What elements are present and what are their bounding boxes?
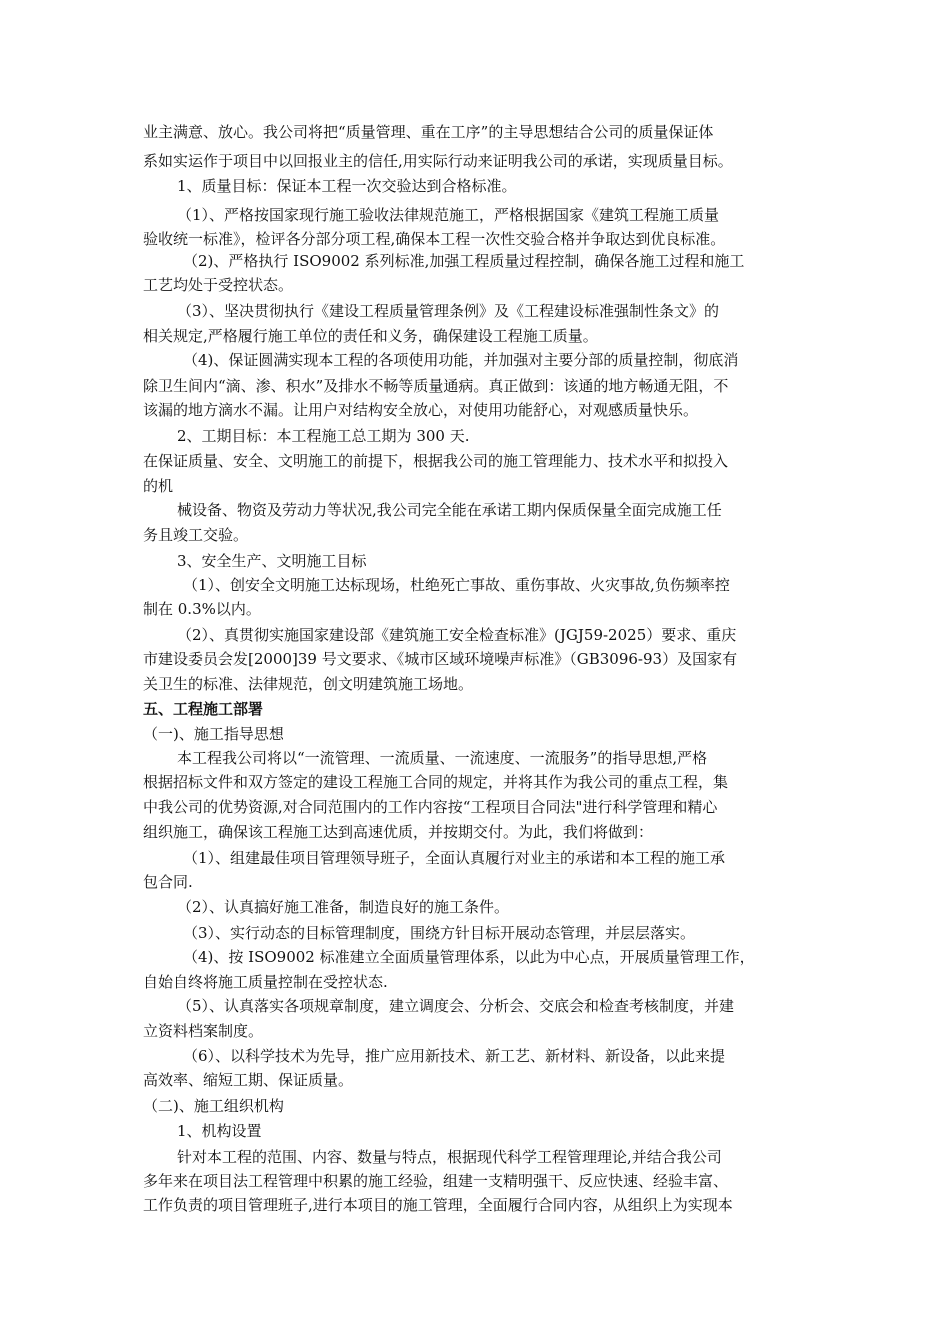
text-line: 的机 [143, 477, 174, 495]
text-line: （6）、以科学技术为先导，推广应用新技术、新工艺、新材料、新设备，以此来提 [183, 1047, 726, 1065]
text-line: 自始自终将施工质量控制在受控状态. [143, 973, 388, 991]
text-line: 工作负责的项目管理班子,进行本项目的施工管理，全面履行合同内容，从组织上为实现本 [143, 1196, 733, 1214]
text-line: 针对本工程的范围、内容、数量与特点，根据现代科学工程管理理论,并结合我公司 [177, 1148, 722, 1166]
text-line: 1、质量目标：保证本工程一次交验达到合格标准。 [177, 177, 517, 195]
text-line: 验收统一标准》，检评各分部分项工程,确保本工程一次性交验合格并争取达到优良标准。 [143, 230, 726, 248]
text-line: 根据招标文件和双方签定的建设工程施工合同的规定，并将其作为我公司的重点工程，集 [143, 773, 729, 791]
text-line: （1）、组建最佳项目管理领导班子，全面认真履行对业主的承诺和本工程的施工承 [183, 849, 726, 867]
text-line: （2）、认真搞好施工准备，制造良好的施工条件。 [177, 898, 510, 916]
text-line: 工艺均处于受控状态。 [143, 276, 294, 294]
text-line: 除卫生间内“滴、渗、积水”及排水不畅等质量通病。真正做到：该通的地方畅通无阻，不 [143, 377, 729, 395]
text-line: 相关规定,严格履行施工单位的责任和义务，确保建设工程施工质量。 [143, 327, 598, 345]
text-line: （3）、坚决贯彻执行《建设工程质量管理条例》及《工程建设标准强制性条文》的 [177, 302, 720, 320]
text-line: （4)、保证圆满实现本工程的各项使用功能，并加强对主要分部的质量控制，彻底消 [183, 351, 739, 369]
text-line: 械设备、物资及劳动力等状况,我公司完全能在承诺工期内保质保量全面完成施工任 [177, 501, 722, 519]
text-line: （2）、真贯彻实施国家建设部《建筑施工安全检查标准》(JGJ59-2025）要求、重庆 [177, 626, 737, 644]
text-line: 关卫生的标准、法律规范，创文明建筑施工场地。 [143, 675, 474, 693]
text-line: （3）、实行动态的目标管理制度，围绕方针目标开展动态管理，并层层落实。 [183, 924, 696, 942]
subsection-heading: （一)、施工指导思想 [143, 725, 284, 743]
text-line: 本工程我公司将以“一流管理、一流质量、一流速度、一流服务”的指导思想,严格 [177, 749, 708, 767]
text-line: 该漏的地方滴水不漏。让用户对结构安全放心，对使用功能舒心，对观感质量快乐。 [143, 401, 699, 419]
text-line: 2、工期目标：本工程施工总工期为 300 天. [177, 427, 470, 445]
text-line: 系如实运作于项目中以回报业主的信任,用实际行动来证明我公司的承诺，实现质量目标。 [143, 152, 733, 170]
text-line: （2)、严格执行 ISO9002 系列标准,加强工程质量过程控制，确保各施工过程和施工 [183, 252, 745, 270]
text-line: 立资料档案制度。 [143, 1022, 264, 1040]
text-line: 在保证质量、安全、文明施工的前提下，根据我公司的施工管理能力、技术水平和拟投入 [143, 452, 729, 470]
text-line: 业主满意、放心。我公司将把“质量管理、重在工序”的主导思想结合公司的质量保证体 [143, 123, 714, 141]
text-line: 包合同. [143, 873, 193, 891]
text-line: 高效率、缩短工期、保证质量。 [143, 1071, 354, 1089]
text-line: （1）、创安全文明施工达标现场，杜绝死亡事故、重伤事故、火灾事故,负伤频率控 [183, 576, 730, 594]
text-line: 制在 0.3%以内。 [143, 600, 261, 618]
text-line: 市建设委员会发[2000]39 号文要求、《城市区域环境噪声标准》（GB3096-93）及国家有 [143, 650, 738, 668]
text-line: 务且竣工交验。 [143, 526, 249, 544]
text-line: 组织施工，确保该工程施工达到高速优质，并按期交付。为此，我们将做到： [143, 823, 654, 841]
text-line: 多年来在项目法工程管理中积累的施工经验，组建一支精明强干、反应快速、经验丰富、 [143, 1172, 729, 1190]
text-line: 1、机构设置 [177, 1122, 262, 1140]
text-line: 中我公司的优势资源,对合同范围内的工作内容按“工程项目合同法"进行科学管理和精心 [143, 798, 718, 816]
text-line: 3、安全生产、文明施工目标 [177, 552, 367, 570]
text-line: （1）、严格按国家现行施工验收法律规范施工，严格根据国家《建筑工程施工质量 [177, 206, 720, 224]
text-line: （4)、按 ISO9002 标准建立全面质量管理体系，以此为中心点，开展质量管理工作， [183, 948, 755, 966]
section-heading: 五、工程施工部署 [143, 700, 264, 718]
subsection-heading: （二)、施工组织机构 [143, 1097, 284, 1115]
text-line: （5）、认真落实各项规章制度，建立调度会、分析会、交底会和检查考核制度，并建 [177, 997, 735, 1015]
